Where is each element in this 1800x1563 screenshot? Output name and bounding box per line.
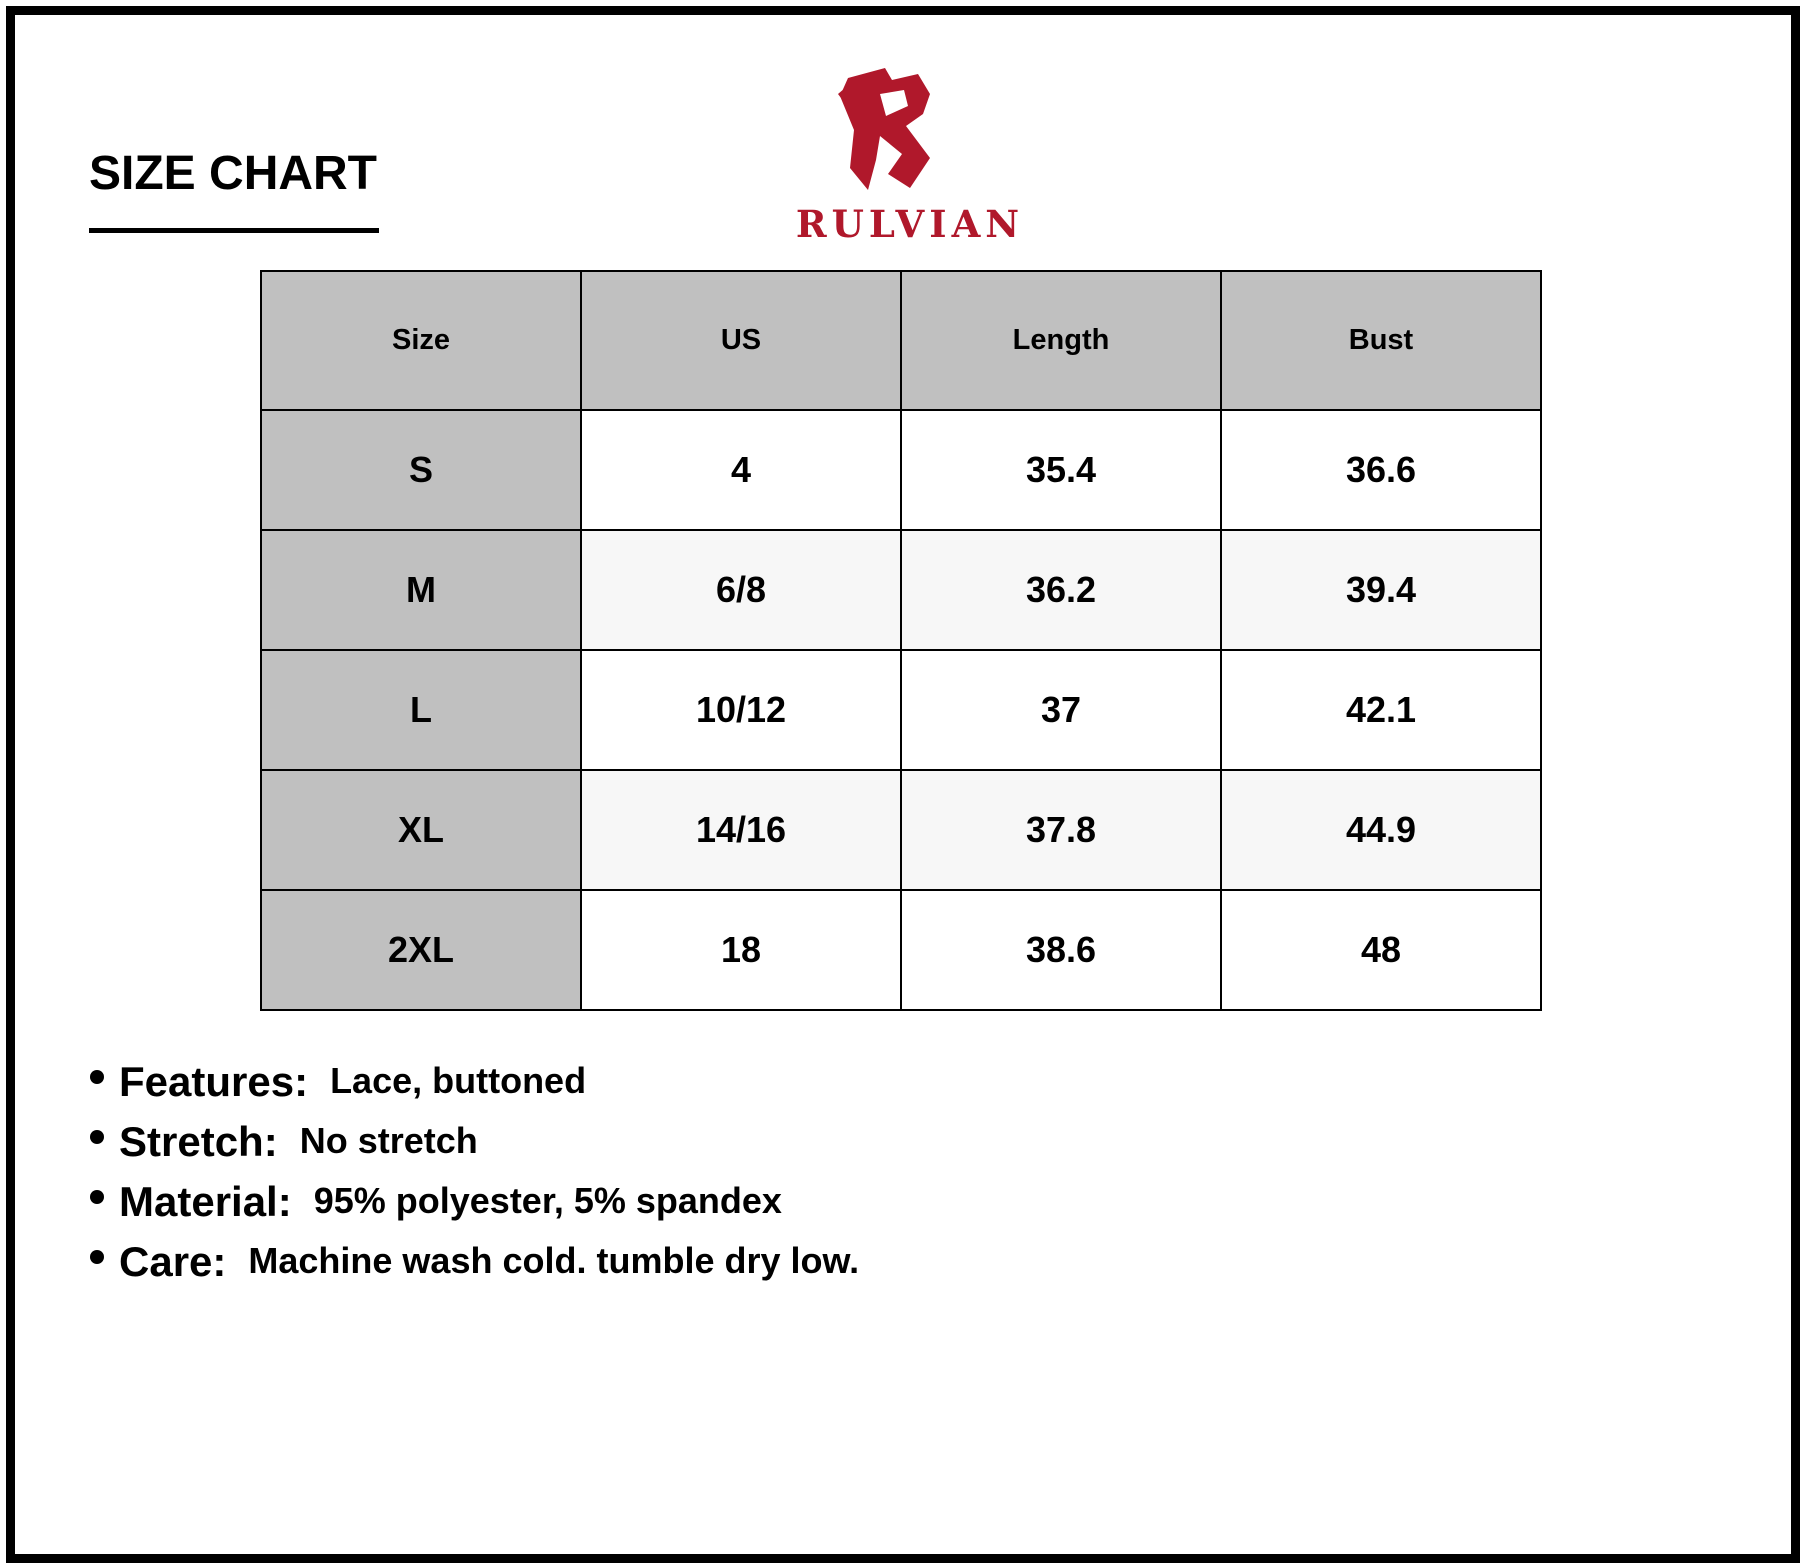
brand-logo — [780, 60, 1040, 250]
rulvian-r-logo-icon — [780, 60, 1040, 200]
brand-wordmark: RULVIAN — [795, 202, 1025, 246]
length-cell: 38.6 — [901, 890, 1221, 1010]
page-title: SIZE CHART — [89, 147, 377, 200]
bust-cell: 44.9 — [1221, 770, 1541, 890]
us-cell: 4 — [581, 410, 901, 530]
size-cell: 2XL — [261, 890, 581, 1010]
feature-item — [90, 1058, 1590, 1118]
bullet-icon — [90, 1130, 104, 1144]
us-cell: 18 — [581, 890, 901, 1010]
length-cell: 35.4 — [901, 410, 1221, 530]
header-length: Length — [901, 271, 1221, 410]
feature-item — [90, 1118, 1590, 1178]
feature-label: Care: — [119, 1238, 227, 1285]
feature-value: Lace, buttoned — [330, 1060, 587, 1101]
feature-label: Material: — [119, 1178, 292, 1225]
header-bust: Bust — [1221, 271, 1541, 410]
size-cell: S — [261, 410, 581, 530]
us-cell: 6/8 — [581, 530, 901, 650]
product-features — [90, 1058, 1590, 1298]
title-underline — [89, 228, 379, 233]
header-size: Size — [261, 271, 581, 410]
table-row — [261, 890, 1541, 1010]
size-cell: L — [261, 650, 581, 770]
bullet-icon — [90, 1190, 104, 1204]
length-cell: 36.2 — [901, 530, 1221, 650]
size-cell: XL — [261, 770, 581, 890]
feature-item — [90, 1238, 1590, 1298]
size-table — [260, 270, 1542, 1011]
table-row — [261, 770, 1541, 890]
feature-label: Stretch: — [119, 1118, 278, 1165]
us-cell: 14/16 — [581, 770, 901, 890]
feature-value: No stretch — [299, 1120, 478, 1161]
bust-cell: 39.4 — [1221, 530, 1541, 650]
us-cell: 10/12 — [581, 650, 901, 770]
bust-cell: 36.6 — [1221, 410, 1541, 530]
table-row — [261, 530, 1541, 650]
table-row — [261, 650, 1541, 770]
table-row — [261, 410, 1541, 530]
size-cell: M — [261, 530, 581, 650]
feature-item — [90, 1178, 1590, 1238]
header-us: US — [581, 271, 901, 410]
feature-value: Machine wash cold. tumble dry low. — [248, 1240, 860, 1281]
bullet-icon — [90, 1250, 104, 1264]
length-cell: 37 — [901, 650, 1221, 770]
bust-cell: 48 — [1221, 890, 1541, 1010]
feature-label: Features: — [119, 1058, 309, 1105]
bullet-icon — [90, 1070, 104, 1084]
feature-value: 95% polyester, 5% spandex — [313, 1180, 782, 1221]
table-header-row — [261, 271, 1541, 410]
bust-cell: 42.1 — [1221, 650, 1541, 770]
length-cell: 37.8 — [901, 770, 1221, 890]
